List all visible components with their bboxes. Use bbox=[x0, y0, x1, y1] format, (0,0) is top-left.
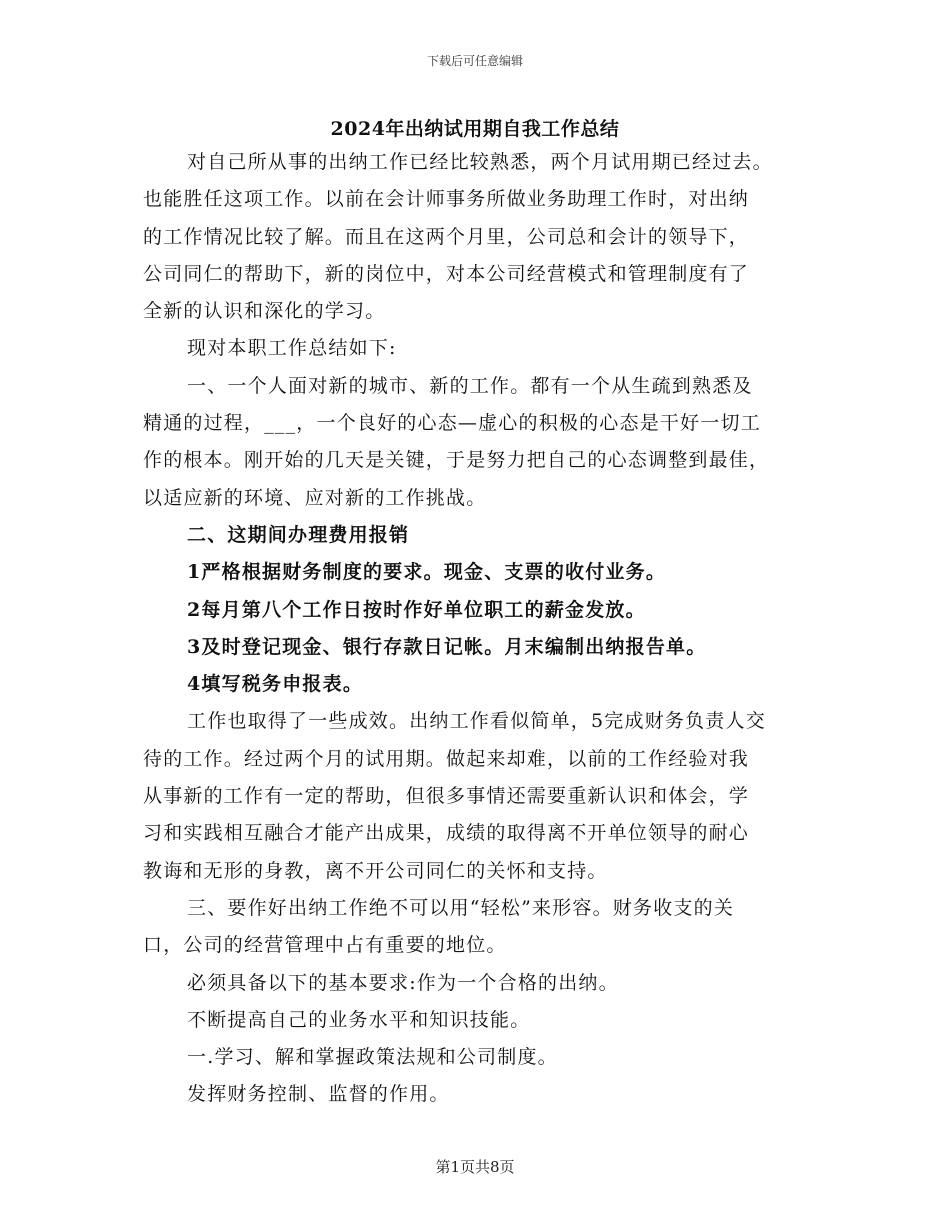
body-line: 不断提高自己的业务水平和知识技能。 bbox=[187, 1008, 531, 1031]
body-line: 从事新的工作有一定的帮助，但很多事情还需要重新认识和体会，学 bbox=[143, 785, 750, 808]
body-line: 发挥财务控制、监督的作用。 bbox=[187, 1083, 450, 1106]
body-line: 对自己所从事的出纳工作已经比较熟悉，两个月试用期已经过去。 bbox=[187, 151, 773, 173]
body-line: 也能胜任这项工作。以前在会计师事务所做业务助理工作时，对出纳 bbox=[143, 188, 750, 211]
body-line: 作的根本。刚开始的几天是关键，于是努力把自己的心态调整到最佳， bbox=[143, 449, 770, 472]
list-item: 1严格根据财务制度的要求。现金、支票的收付业务。 bbox=[187, 561, 667, 584]
body-line: 待的工作。经过两个月的试用期。做起来却难，以前的工作经验对我 bbox=[143, 747, 750, 770]
body-line: 的工作情况比较了解。而且在这两个月里，公司总和会计的领导下， bbox=[143, 225, 750, 248]
body-line: 习和实践相互融合才能产出成果，成绩的取得离不开单位领导的耐心 bbox=[143, 822, 750, 845]
body-line: 三、要作好出纳工作绝不可以用“轻松”来形容。财务收支的关 bbox=[187, 896, 735, 919]
body-line: 工作也取得了一些成效。出纳工作看似简单，5完成财务负责人交 bbox=[187, 710, 766, 733]
body-line: 以适应新的环境、应对新的工作挑战。 bbox=[143, 486, 487, 509]
body-line: 口，公司的经营管理中占有重要的地位。 bbox=[143, 934, 507, 957]
body-line: 精通的过程，___，一个良好的心态—虚心的积极的心态是干好一切工 bbox=[143, 412, 761, 435]
document-title: 2024年出纳试用期自我工作总结 bbox=[330, 118, 620, 140]
body-line: 一.学习、解和掌握政策法规和公司制度。 bbox=[187, 1046, 558, 1069]
page-footer: 第1页共8页 bbox=[435, 1158, 515, 1176]
list-item: 4填写税务申报表。 bbox=[187, 673, 364, 696]
document-body bbox=[143, 144, 809, 1114]
body-line: 全新的认识和深化的学习。 bbox=[143, 300, 386, 323]
body-line: 公司同仁的帮助下，新的岗位中，对本公司经营模式和管理制度有了 bbox=[143, 262, 750, 285]
body-line: 一、一个人面对新的城市、新的工作。都有一个从生疏到熟悉及 bbox=[187, 374, 753, 397]
section-heading: 二、这期间办理费用报销 bbox=[187, 523, 410, 546]
body-line: 现对本职工作总结如下: bbox=[187, 337, 397, 360]
list-item: 2每月第八个工作日按时作好单位职工的薪金发放。 bbox=[187, 598, 646, 621]
body-line: 必须具备以下的基本要求:作为一个合格的出纳。 bbox=[187, 971, 619, 994]
header-note: 下载后可任意编辑 bbox=[426, 54, 523, 68]
body-line: 教诲和无形的身教，离不开公司同仁的关怀和支持。 bbox=[143, 859, 608, 882]
list-item: 3及时登记现金、银行存款日记帐。月末编制出纳报告单。 bbox=[187, 635, 707, 658]
